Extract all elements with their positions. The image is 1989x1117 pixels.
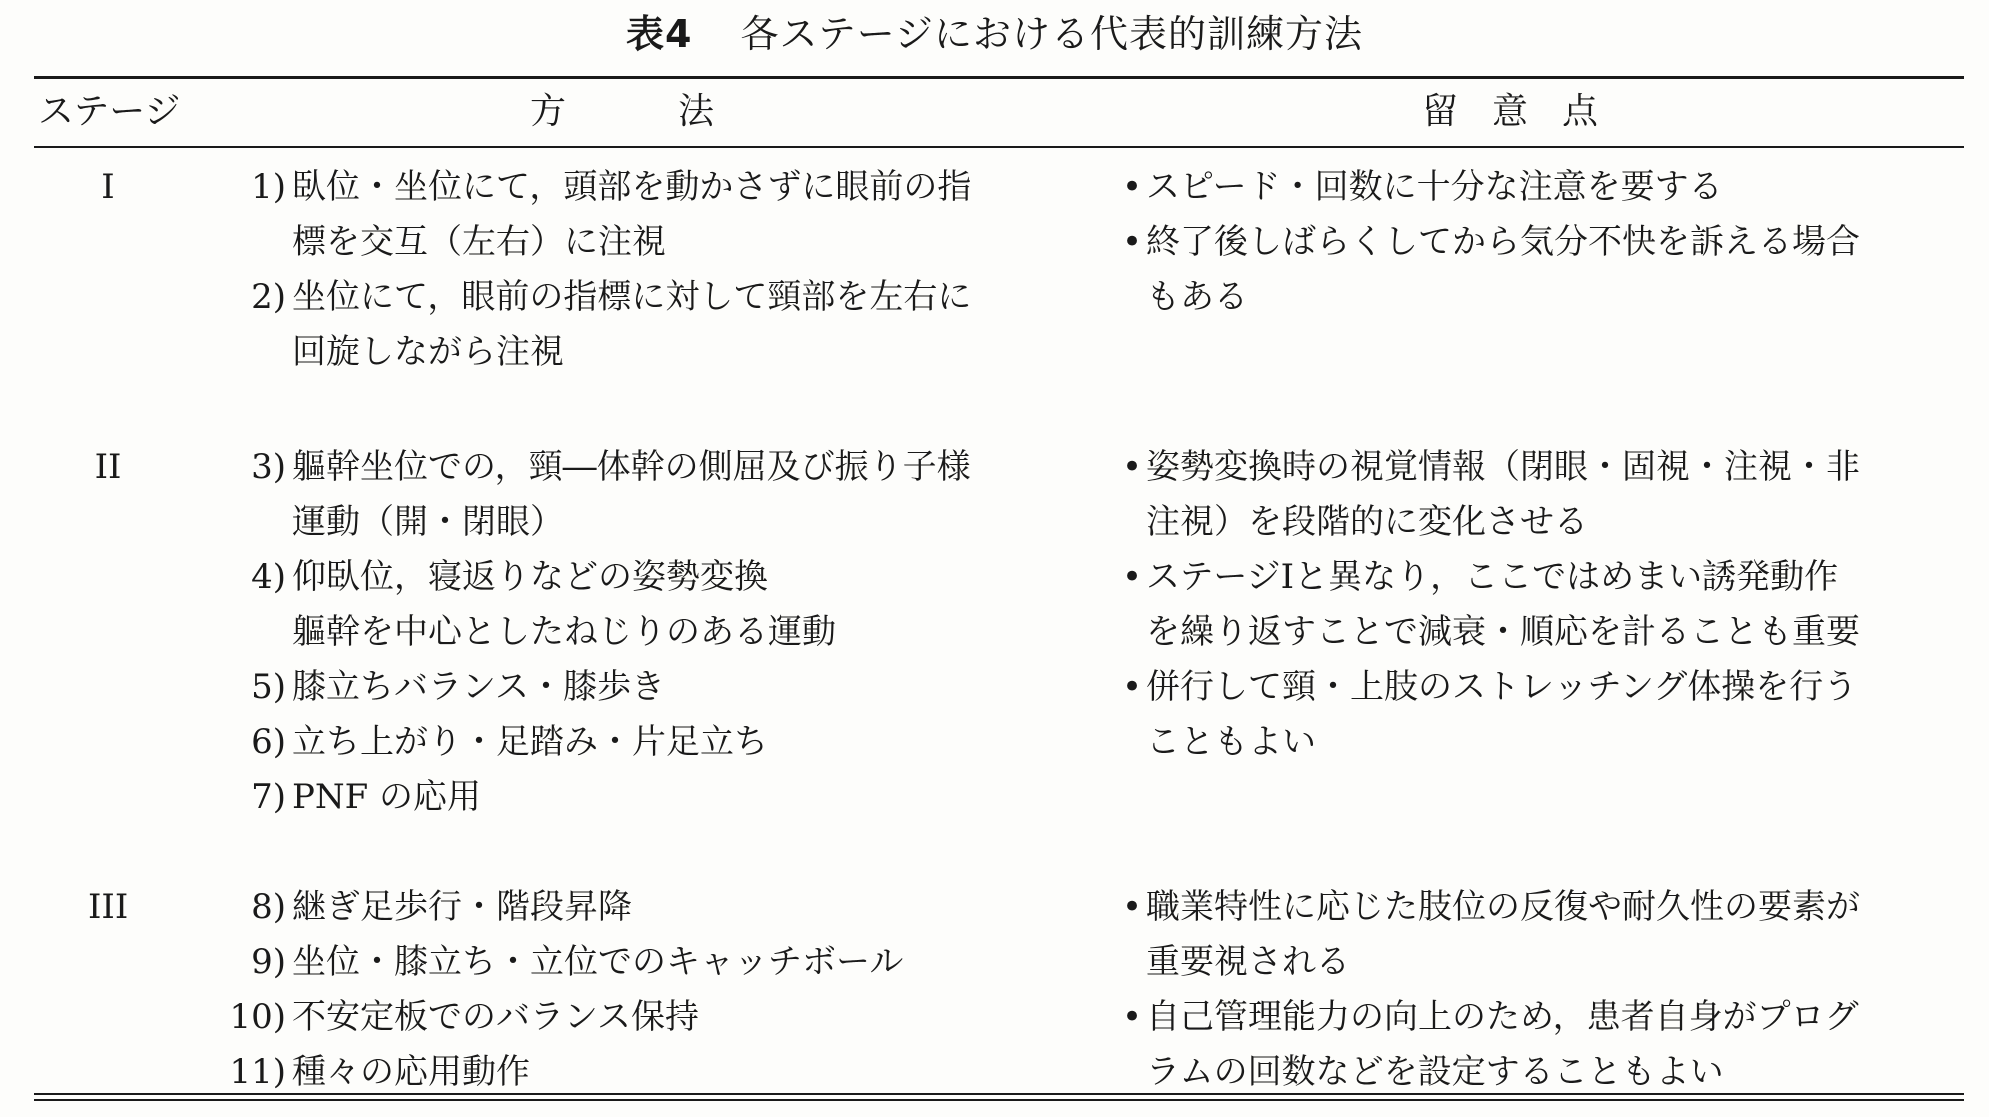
method-item [210,550,1050,660]
table-label: 表4 [626,12,693,56]
method-text: 坐位にて，眼前の指標に対して頸部を左右に 回旋しながら注視 [292,277,972,372]
note-item [1118,660,1948,770]
method-text: 坐位・膝立ち・立位でのキャッチボール [292,942,904,982]
header-rule [34,146,1964,148]
method-number: 8) [251,887,286,927]
method-list [210,880,1050,1100]
note-text: スピード・回数に十分な注意を要する [1146,167,1723,207]
method-number: 6) [251,722,286,762]
method-item [210,990,1050,1045]
note-text: 併行して頸・上肢のストレッチング体操を行う こともよい [1146,667,1858,762]
method-text: 種々の応用動作 [292,1052,530,1092]
note-list [1118,160,1948,325]
method-number: 4) [251,557,286,597]
note-text: 職業特性に応じた肢位の反復や耐久性の要素が 重要視される [1146,887,1860,982]
bullet-icon: • [1121,667,1143,707]
note-text: 自己管理能力の向上のため，患者自身がプログ ラムの回数などを設定することもよい [1146,997,1859,1092]
bullet-icon: • [1121,222,1143,262]
method-number: 7) [251,777,286,817]
method-item [210,880,1050,935]
method-text: 不安定板でのバランス保持 [292,997,699,1037]
top-rule [34,76,1964,79]
method-item [210,935,1050,990]
column-header-method: 方法 [530,91,827,132]
method-list [210,440,1050,825]
column-header-stage: ステージ [38,91,181,132]
column-header-note: 留意点 [1422,91,1633,132]
method-item [210,160,1050,270]
note-list [1118,880,1948,1100]
method-item [210,715,1050,770]
method-number: 10) [229,997,286,1037]
method-item [210,770,1050,825]
method-text: 臥位・坐位にて，頭部を動かさずに眼前の指 標を交互（左右）に注視 [292,167,972,262]
bullet-icon: • [1121,447,1143,487]
method-text: 立ち上がり・足踏み・片足立ち [292,722,768,762]
method-item [210,440,1050,550]
note-text: ステージⅠと異なり，ここではめまい誘発動作 を繰り返すことで減衰・順応を計ることも重要 [1146,557,1860,652]
bottom-rule [34,1093,1964,1095]
method-number: 5) [251,667,286,707]
method-text: 仰臥位，寝返りなどの姿勢変換 軀幹を中心としたねじりのある運動 [292,557,836,652]
table-title: 各ステージにおける代表的訓練方法 [740,12,1363,56]
note-text: 姿勢変換時の視覚情報（閉眼・固視・注視・非 注視）を段階的に変化させる [1146,447,1860,542]
bullet-icon: • [1121,997,1143,1037]
method-item [210,660,1050,715]
note-item [1118,990,1948,1100]
note-list [1118,440,1948,770]
method-item [210,1045,1050,1100]
note-item [1118,160,1948,215]
bullet-icon: • [1121,887,1143,927]
bullet-icon: • [1121,167,1143,207]
method-list [210,160,1050,380]
method-text: 膝立ちバランス・膝歩き [292,667,665,707]
table-caption [0,6,1989,62]
method-number: 3) [251,447,286,487]
stage-label: I [101,167,115,207]
note-text: 終了後しばらくしてから気分不快を訴える場合 もある [1146,222,1860,317]
method-text: PNF の応用 [292,777,482,817]
method-text: 軀幹坐位での，頸―体幹の側屈及び振り子様 運動（開・閉眼） [292,447,971,542]
bottom-rule-double [34,1099,1964,1101]
method-item [210,270,1050,380]
bullet-icon: • [1121,557,1143,597]
note-item [1118,440,1948,550]
method-text: 継ぎ足歩行・階段昇降 [292,887,632,927]
note-item [1118,550,1948,660]
note-item [1118,215,1948,325]
method-number: 11) [229,1052,286,1092]
method-number: 2) [251,277,286,317]
method-number: 9) [251,942,286,982]
method-number: 1) [251,167,286,207]
stage-label: II [94,447,122,487]
note-item [1118,880,1948,990]
stage-label: III [88,887,129,927]
